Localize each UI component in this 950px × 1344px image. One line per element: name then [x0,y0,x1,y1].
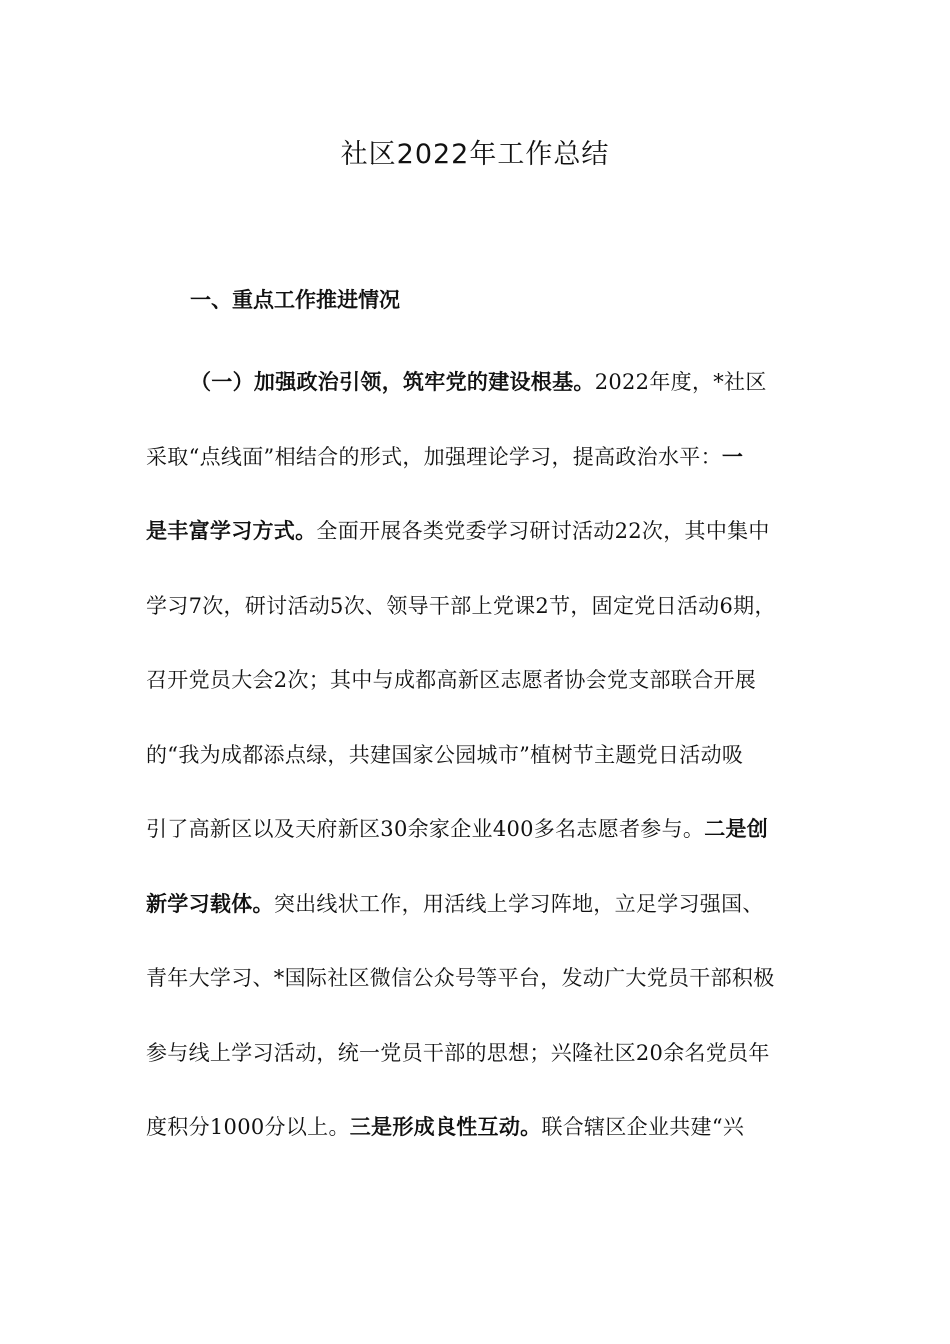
text-segment: 青年大学习、*国际社区微信公众号等平台，发动广大党员干部积极 [146,966,775,990]
text-segment: 学习7次，研讨活动5次、领导干部上党课2节，固定党日活动6期， [146,594,776,618]
text-line [146,1112,836,1142]
bold-text-segment: （一）加强政治引领，筑牢党的建设根基。 [190,369,595,394]
bold-text-segment: 是丰富学习方式。 [146,518,317,543]
text-line [146,814,836,844]
text-line [146,516,836,546]
text-line [146,889,836,919]
text-segment: 全面开展各类党委学习研讨活动22次，其中集中 [316,519,770,543]
text-line [146,740,836,770]
text-segment: 度积分1000分以上。 [146,1115,350,1139]
text-segment: 参与线上学习活动，统一党员干部的思想；兴隆社区20余名党员年 [146,1041,770,1065]
text-line [190,367,880,397]
bold-text-segment: 一 [721,444,744,469]
bold-text-segment: 三是形成良性互动。 [349,1114,542,1139]
document-title: 社区2022年工作总结 [340,139,610,170]
text-segment: 2022年度，*社区 [594,370,767,394]
text-segment: 的“我为成都添点绿，共建国家公园城市”植树节主题党日活动吸 [146,743,744,767]
text-line [146,1038,836,1068]
text-line [146,665,836,695]
text-line [146,591,836,621]
text-segment: 联合辖区企业共建“兴 [541,1115,745,1139]
bold-text-segment: 二是创 [704,816,769,841]
text-segment: 采取“点线面”相结合的形式，加强理论学习，提高政治水平： [146,445,722,469]
text-segment: 突出线状工作，用活线上学习阵地，立足学习强国、 [273,892,764,916]
text-line [146,963,836,993]
section-heading: 一、重点工作推进情况 [190,287,400,312]
text-line [146,442,836,472]
text-segment: 引了高新区以及天府新区30余家企业400多名志愿者参与。 [146,817,705,841]
text-segment: 召开党员大会2次；其中与成都高新区志愿者协会党支部联合开展 [146,668,757,692]
bold-text-segment: 新学习载体。 [146,891,274,916]
